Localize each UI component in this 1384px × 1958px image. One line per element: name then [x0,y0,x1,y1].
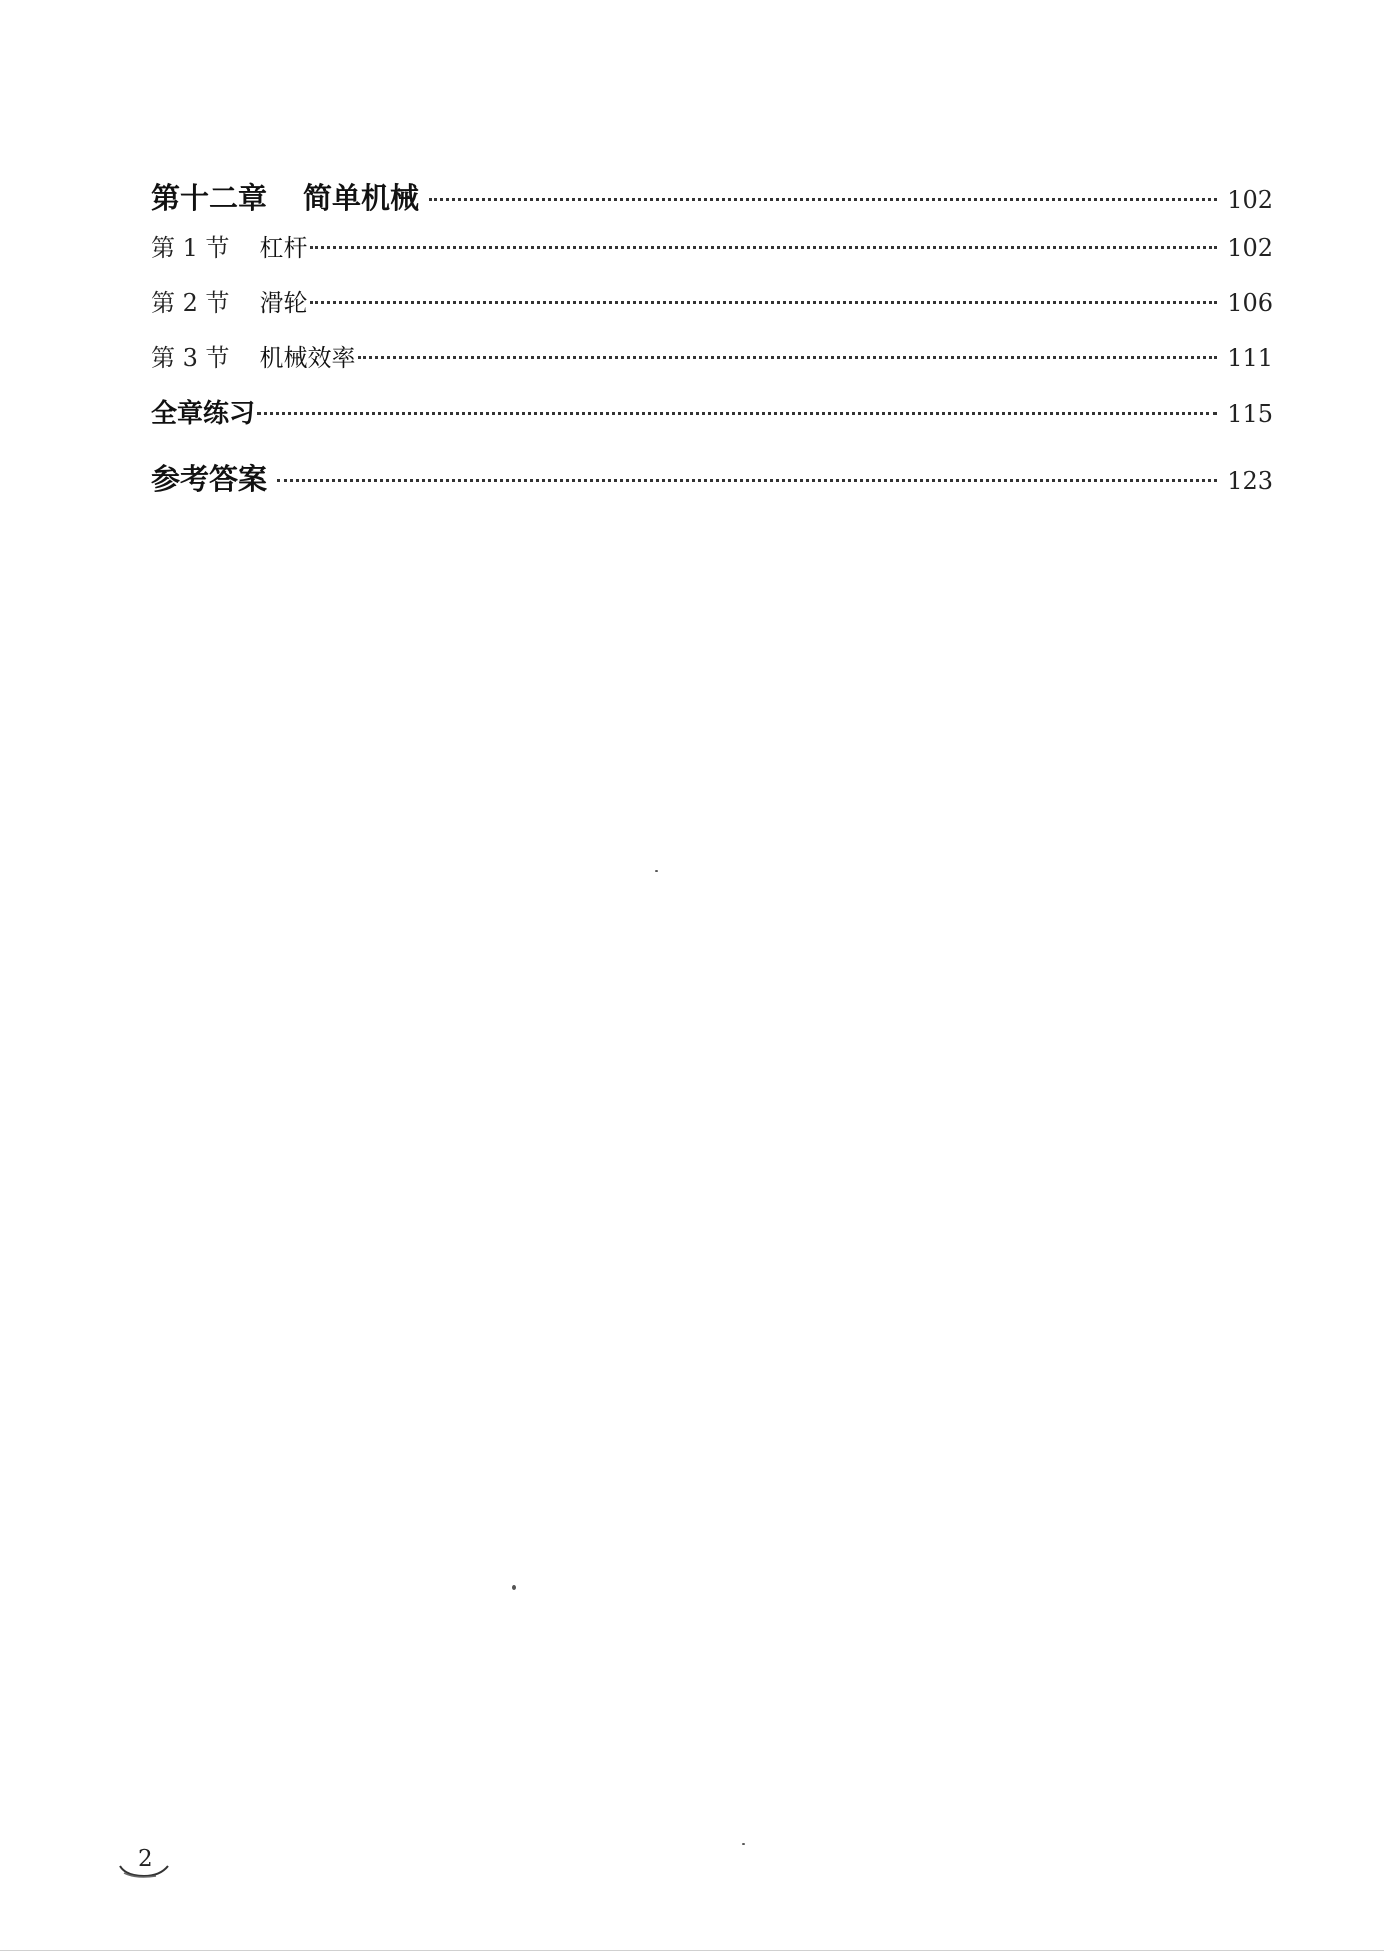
toc-appendix-entry[interactable] [151,457,1273,517]
page-edge [0,1950,1384,1951]
table-of-contents [151,176,1273,517]
toc-chapter-entry[interactable] [151,176,1273,228]
scan-speck [742,1843,745,1845]
summary-page-number: 115 [1227,400,1273,428]
dot-leader [358,356,1218,359]
chapter-heading [151,176,419,217]
appendix-page-number: 123 [1227,467,1273,495]
scan-speck [512,1585,516,1590]
page-number: 2 [138,1846,153,1872]
section-heading [151,338,356,373]
section-number: 第 1 节 [151,234,230,262]
section-title: 杠杆 [259,234,308,262]
toc-summary-entry[interactable] [151,393,1273,457]
summary-title: 全章练习 [151,399,256,429]
section-title: 滑轮 [259,289,308,317]
dot-leader [277,479,1217,482]
section-heading [151,283,308,318]
section-page-number: 111 [1227,344,1273,372]
dot-leader [310,246,1218,249]
chapter-number: 第十二章 [151,181,268,215]
toc-section-entry[interactable] [151,228,1273,283]
scan-speck [655,870,658,872]
appendix-title: 参考答案 [151,462,268,496]
toc-section-entry[interactable] [151,338,1273,393]
section-heading [151,228,308,263]
section-title: 机械效率 [259,344,356,372]
dot-leader [310,301,1218,304]
dot-leader [257,412,1217,415]
section-page-number: 102 [1227,234,1273,262]
dot-leader [429,198,1217,201]
chapter-page-number: 102 [1227,186,1273,214]
chapter-title: 简单机械 [303,181,420,215]
section-page-number: 106 [1227,289,1273,317]
section-number: 第 3 节 [151,344,230,372]
page-footer [116,1846,176,1886]
section-number: 第 2 节 [151,289,230,317]
toc-section-entry[interactable] [151,283,1273,338]
